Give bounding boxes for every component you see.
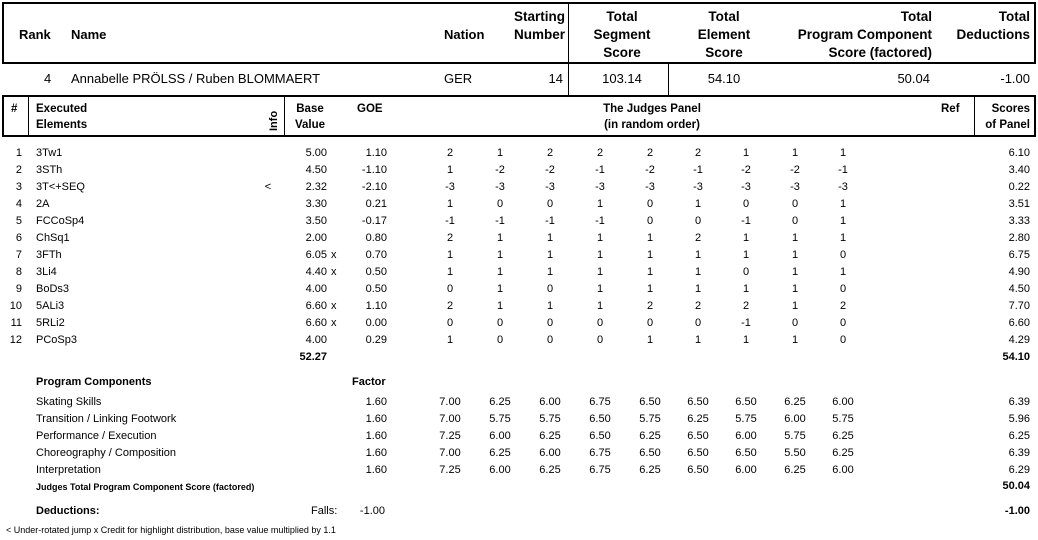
judge-mark: -3 xyxy=(445,181,455,193)
judge-mark: 1 xyxy=(446,266,454,278)
starting-number-header: Starting Number xyxy=(513,9,565,42)
judge-mark: -3 xyxy=(838,181,848,193)
judge-mark: 1 xyxy=(596,283,604,295)
judge-mark: 1 xyxy=(839,198,847,210)
component-judge-mark: 6.25 xyxy=(489,396,511,408)
element-panel-score: 7.70 xyxy=(1008,300,1030,312)
element-code: ChSq1 xyxy=(36,232,70,244)
component-judge-mark: 6.50 xyxy=(639,447,661,459)
pcs-total: 50.04 xyxy=(1002,480,1030,492)
judge-mark: 1 xyxy=(742,249,750,261)
element-bv-credit-mark: x xyxy=(331,249,337,261)
element-code: FCCoSp4 xyxy=(36,215,85,227)
judge-mark: 2 xyxy=(646,147,654,159)
rank-header: Rank xyxy=(19,27,51,42)
judge-mark: -1 xyxy=(595,164,605,176)
element-goe: -0.17 xyxy=(361,215,387,227)
judge-mark: 1 xyxy=(646,266,654,278)
total-deductions-header: Total Deductions xyxy=(956,9,1030,42)
component-judge-mark: 6.50 xyxy=(735,447,757,459)
judge-mark: 1 xyxy=(839,215,847,227)
component-judge-mark: 5.75 xyxy=(539,413,561,425)
judge-mark: 0 xyxy=(839,283,847,295)
element-base-value: 4.40 xyxy=(305,266,327,278)
component-judge-mark: 6.00 xyxy=(489,464,511,476)
judge-mark: 0 xyxy=(546,283,554,295)
element-number: 12 xyxy=(9,334,22,346)
judge-mark: -3 xyxy=(693,181,703,193)
element-base-value: 4.00 xyxy=(305,334,327,346)
judge-mark: 1 xyxy=(694,249,702,261)
judge-mark: 0 xyxy=(446,317,454,329)
judge-mark: 2 xyxy=(446,147,454,159)
component-judge-mark: 7.00 xyxy=(439,413,461,425)
element-goe: -2.10 xyxy=(361,181,387,193)
element-code: 3FTh xyxy=(36,249,62,261)
judge-mark: 0 xyxy=(839,317,847,329)
judge-mark: 1 xyxy=(791,334,799,346)
component-judge-mark: 5.75 xyxy=(735,413,757,425)
element-goe: 0.50 xyxy=(365,266,387,278)
component-judge-mark: 6.00 xyxy=(735,430,757,442)
judge-mark: -2 xyxy=(495,164,505,176)
judge-mark: 0 xyxy=(446,283,454,295)
judge-mark: -1 xyxy=(693,164,703,176)
judge-mark: 2 xyxy=(596,147,604,159)
total-pcs-header: Total Program Component Score (factored) xyxy=(797,9,932,60)
element-panel-score: 6.10 xyxy=(1008,147,1030,159)
judge-mark: 1 xyxy=(446,334,454,346)
judge-mark: -1 xyxy=(595,215,605,227)
component-judge-mark: 5.75 xyxy=(489,413,511,425)
skater-total-element-score: 54.10 xyxy=(707,71,741,86)
component-judge-mark: 6.50 xyxy=(687,396,709,408)
judge-mark: 0 xyxy=(496,317,504,329)
component-score: 6.29 xyxy=(1008,464,1030,476)
judge-mark: 1 xyxy=(546,300,554,312)
component-judge-mark: 6.75 xyxy=(589,447,611,459)
skater-total-pcs: 50.04 xyxy=(897,71,930,86)
component-judge-mark: 6.25 xyxy=(489,447,511,459)
component-judge-mark: 5.50 xyxy=(784,447,806,459)
component-judge-mark: 6.25 xyxy=(639,464,661,476)
skater-name: Annabelle PRÖLSS / Ruben BLOMMAERT xyxy=(71,71,321,86)
judge-mark: 1 xyxy=(446,249,454,261)
judge-mark: 1 xyxy=(446,164,454,176)
judge-mark: 2 xyxy=(546,147,554,159)
judge-mark: 1 xyxy=(596,249,604,261)
component-judge-mark: 6.00 xyxy=(539,447,561,459)
judge-mark: 1 xyxy=(694,198,702,210)
element-panel-score: 3.40 xyxy=(1008,164,1030,176)
judge-mark: 0 xyxy=(791,198,799,210)
component-factor: 1.60 xyxy=(365,413,387,425)
element-panel-score: 3.51 xyxy=(1008,198,1030,210)
elements-header-box xyxy=(2,95,1036,137)
base-value-total: 52.27 xyxy=(299,351,327,363)
judge-mark: 1 xyxy=(496,147,504,159)
component-judge-mark: 6.50 xyxy=(687,447,709,459)
ref-header: Ref xyxy=(941,103,960,115)
judge-mark: -1 xyxy=(445,215,455,227)
element-base-value: 2.32 xyxy=(305,181,327,193)
total-segment-score-header: Total Segment Score xyxy=(593,9,651,60)
program-components-title: Program Components xyxy=(36,376,152,388)
component-judge-mark: 6.50 xyxy=(687,430,709,442)
judge-mark: 1 xyxy=(742,147,750,159)
judge-mark: 1 xyxy=(546,232,554,244)
judge-mark: 1 xyxy=(496,283,504,295)
element-code: 2A xyxy=(36,198,50,210)
element-number: 11 xyxy=(10,317,22,329)
element-base-value: 6.60 xyxy=(305,317,327,329)
element-number: 9 xyxy=(15,283,22,295)
judge-mark: -1 xyxy=(545,215,555,227)
judge-mark: -3 xyxy=(495,181,505,193)
element-code: 3Tw1 xyxy=(36,147,63,159)
component-judge-mark: 7.00 xyxy=(439,396,461,408)
component-judge-mark: 5.75 xyxy=(639,413,661,425)
component-score: 6.39 xyxy=(1008,447,1030,459)
component-judge-mark: 6.25 xyxy=(539,430,561,442)
element-code: 3STh xyxy=(36,164,63,176)
judge-mark: 2 xyxy=(694,232,702,244)
component-judge-mark: 6.50 xyxy=(639,396,661,408)
component-name: Interpretation xyxy=(36,464,101,476)
element-panel-score: 4.90 xyxy=(1008,266,1030,278)
judge-mark: 0 xyxy=(791,215,799,227)
judge-mark: -1 xyxy=(838,164,848,176)
element-panel-score: 3.33 xyxy=(1008,215,1030,227)
element-goe: 0.80 xyxy=(365,232,387,244)
component-judge-mark: 6.00 xyxy=(784,413,806,425)
element-base-value: 2.00 xyxy=(305,232,327,244)
element-code: 3T<+SEQ xyxy=(36,181,85,193)
judge-mark: 0 xyxy=(742,266,750,278)
component-judge-mark: 6.25 xyxy=(687,413,709,425)
element-base-value: 6.05 xyxy=(305,249,327,261)
component-judge-mark: 7.00 xyxy=(439,447,461,459)
element-number: 4 xyxy=(15,198,22,210)
element-number: 2 xyxy=(15,164,22,176)
judge-mark: 1 xyxy=(496,232,504,244)
divider xyxy=(568,2,569,95)
legend: < Under-rotated jump x Credit for highlight distribution, base value multiplied by 1.1 xyxy=(6,525,336,535)
deductions-total: -1.00 xyxy=(1004,505,1030,517)
component-judge-mark: 6.75 xyxy=(589,396,611,408)
judges-panel-header: The Judges Panel (in random order) xyxy=(603,103,701,131)
element-code: 3Li4 xyxy=(36,266,57,278)
component-judge-mark: 6.25 xyxy=(639,430,661,442)
judge-mark: 1 xyxy=(446,198,454,210)
element-panel-score: 4.29 xyxy=(1008,334,1030,346)
element-number: 3 xyxy=(15,181,22,193)
scores-of-panel-header: Scores of Panel xyxy=(985,103,1030,131)
nation-header: Nation xyxy=(444,27,485,42)
judge-mark: 1 xyxy=(596,300,604,312)
judge-mark: -3 xyxy=(645,181,655,193)
judge-mark: 0 xyxy=(646,317,654,329)
judge-mark: -2 xyxy=(790,164,800,176)
judge-mark: -1 xyxy=(741,215,751,227)
falls-value: -1.00 xyxy=(359,505,385,517)
judge-mark: 2 xyxy=(446,232,454,244)
component-judge-mark: 7.25 xyxy=(439,464,461,476)
judge-mark: 1 xyxy=(646,334,654,346)
judge-mark: 2 xyxy=(839,300,847,312)
component-factor: 1.60 xyxy=(365,447,387,459)
judge-mark: 1 xyxy=(546,249,554,261)
element-goe: 0.21 xyxy=(365,198,387,210)
component-factor: 1.60 xyxy=(365,396,387,408)
judge-mark: -3 xyxy=(595,181,605,193)
component-judge-mark: 6.50 xyxy=(735,396,757,408)
component-judge-mark: 6.25 xyxy=(832,430,854,442)
element-bv-credit-mark: x xyxy=(331,300,337,312)
judge-mark: 0 xyxy=(839,249,847,261)
divider xyxy=(284,95,285,137)
component-name: Choreography / Composition xyxy=(36,447,177,459)
info-header: Info xyxy=(268,110,280,131)
judge-mark: 1 xyxy=(791,232,799,244)
element-goe: 1.10 xyxy=(365,147,387,159)
element-number: 7 xyxy=(15,249,22,261)
skater-starting-number: 14 xyxy=(548,71,563,86)
element-base-value: 3.50 xyxy=(305,215,327,227)
component-judge-mark: 6.25 xyxy=(539,464,561,476)
judge-mark: 0 xyxy=(596,317,604,329)
element-goe: 0.29 xyxy=(365,334,387,346)
judge-mark: 2 xyxy=(742,300,750,312)
judge-mark: -1 xyxy=(495,215,505,227)
element-goe: 0.50 xyxy=(365,283,387,295)
element-number: 5 xyxy=(15,215,22,227)
element-panel-score: 2.80 xyxy=(1008,232,1030,244)
judge-mark: 0 xyxy=(791,317,799,329)
judge-mark: -3 xyxy=(545,181,555,193)
judge-mark: 0 xyxy=(694,215,702,227)
falls-label: Falls: xyxy=(311,505,338,517)
executed-elements-header: Executed Elements xyxy=(36,103,88,131)
judge-mark: -2 xyxy=(741,164,751,176)
element-goe: 0.00 xyxy=(365,317,387,329)
element-panel-score: 6.60 xyxy=(1008,317,1030,329)
component-judge-mark: 5.75 xyxy=(832,413,854,425)
element-number: 8 xyxy=(15,266,22,278)
component-judge-mark: 6.50 xyxy=(589,430,611,442)
component-judge-mark: 5.75 xyxy=(784,430,806,442)
element-base-value: 4.00 xyxy=(305,283,327,295)
component-name: Skating Skills xyxy=(36,396,102,408)
judge-mark: 1 xyxy=(496,266,504,278)
judge-mark: 1 xyxy=(742,283,750,295)
judge-mark: 0 xyxy=(742,198,750,210)
judge-mark: 1 xyxy=(839,266,847,278)
element-goe: -1.10 xyxy=(361,164,387,176)
element-bv-credit-mark: x xyxy=(331,317,337,329)
judge-mark: 1 xyxy=(496,249,504,261)
judge-mark: 1 xyxy=(596,266,604,278)
component-judge-mark: 6.75 xyxy=(589,464,611,476)
element-panel-score: 4.50 xyxy=(1008,283,1030,295)
element-code: BoDs3 xyxy=(36,283,70,295)
judge-mark: -2 xyxy=(545,164,555,176)
skater-nation: GER xyxy=(444,71,473,86)
judge-mark: 2 xyxy=(694,300,702,312)
element-code: PCoSp3 xyxy=(36,334,77,346)
component-judge-mark: 6.00 xyxy=(832,396,854,408)
judge-mark: 1 xyxy=(694,334,702,346)
judge-mark: 1 xyxy=(596,198,604,210)
judge-mark: 1 xyxy=(791,283,799,295)
component-judge-mark: 6.00 xyxy=(539,396,561,408)
component-factor: 1.60 xyxy=(365,430,387,442)
element-number: 6 xyxy=(15,232,22,244)
name-header: Name xyxy=(71,27,107,42)
judge-mark: 0 xyxy=(496,198,504,210)
factor-header: Factor xyxy=(352,376,386,388)
element-info: < xyxy=(264,181,272,193)
judge-mark: 1 xyxy=(646,283,654,295)
judge-mark: 0 xyxy=(546,334,554,346)
component-name: Transition / Linking Footwork xyxy=(36,413,177,425)
component-judge-mark: 6.00 xyxy=(735,464,757,476)
component-score: 5.96 xyxy=(1008,413,1030,425)
elements-total: 54.10 xyxy=(1002,351,1030,363)
component-judge-mark: 6.00 xyxy=(489,430,511,442)
judge-mark: 0 xyxy=(546,317,554,329)
judge-mark: 1 xyxy=(546,266,554,278)
judge-mark: 0 xyxy=(839,334,847,346)
component-judge-mark: 6.50 xyxy=(589,413,611,425)
divider xyxy=(28,95,29,137)
element-base-value: 3.30 xyxy=(305,198,327,210)
judge-mark: 2 xyxy=(694,147,702,159)
element-base-value: 4.50 xyxy=(305,164,327,176)
pcs-total-label: Judges Total Program Component Score (factored) xyxy=(36,482,255,492)
judge-mark: 0 xyxy=(646,198,654,210)
component-score: 6.25 xyxy=(1008,430,1030,442)
component-judge-mark: 6.00 xyxy=(832,464,854,476)
judge-mark: -1 xyxy=(741,317,751,329)
goe-header: GOE xyxy=(357,103,383,115)
judge-mark: 1 xyxy=(839,147,847,159)
judge-mark: 1 xyxy=(646,232,654,244)
judge-mark: 1 xyxy=(742,232,750,244)
total-element-score-header: Total Element Score xyxy=(697,9,751,60)
deductions-label: Deductions: xyxy=(36,505,100,517)
component-judge-mark: 6.50 xyxy=(687,464,709,476)
skater-total-deductions: -1.00 xyxy=(1000,71,1030,86)
component-score: 6.39 xyxy=(1008,396,1030,408)
skater-rank: 4 xyxy=(44,71,52,86)
component-factor: 1.60 xyxy=(365,464,387,476)
judge-mark: 2 xyxy=(446,300,454,312)
component-judge-mark: 6.25 xyxy=(784,396,806,408)
judge-mark: 0 xyxy=(596,334,604,346)
component-judge-mark: 6.25 xyxy=(832,447,854,459)
judge-mark: 1 xyxy=(646,249,654,261)
element-number: 1 xyxy=(15,147,22,159)
element-code: 5ALi3 xyxy=(36,300,65,312)
judge-mark: 1 xyxy=(496,300,504,312)
judge-mark: 1 xyxy=(791,300,799,312)
judge-mark: 0 xyxy=(546,198,554,210)
element-panel-score: 6.75 xyxy=(1008,249,1030,261)
judge-mark: -3 xyxy=(741,181,751,193)
judge-mark: 1 xyxy=(791,147,799,159)
judge-mark: 0 xyxy=(496,334,504,346)
element-bv-credit-mark: x xyxy=(331,266,337,278)
num-header: # xyxy=(11,103,18,115)
judge-mark: 1 xyxy=(791,249,799,261)
component-name: Performance / Execution xyxy=(36,430,157,442)
element-number: 10 xyxy=(9,300,22,312)
divider xyxy=(668,64,669,95)
base-value-header: Base Value xyxy=(294,103,326,131)
element-panel-score: 0.22 xyxy=(1008,181,1030,193)
component-judge-mark: 7.25 xyxy=(439,430,461,442)
judge-mark: 2 xyxy=(646,300,654,312)
judge-mark: 1 xyxy=(839,232,847,244)
judge-mark: 0 xyxy=(646,215,654,227)
divider xyxy=(974,95,975,137)
judge-mark: 1 xyxy=(596,232,604,244)
skater-total-segment-score: 103.14 xyxy=(602,71,642,86)
judge-mark: 0 xyxy=(694,317,702,329)
judge-mark: -2 xyxy=(645,164,655,176)
judge-mark: 1 xyxy=(791,266,799,278)
element-base-value: 6.60 xyxy=(305,300,327,312)
element-code: 5RLi2 xyxy=(36,317,65,329)
judge-mark: -3 xyxy=(790,181,800,193)
element-goe: 1.10 xyxy=(365,300,387,312)
judge-mark: 1 xyxy=(694,266,702,278)
component-judge-mark: 6.25 xyxy=(784,464,806,476)
judge-mark: 1 xyxy=(694,283,702,295)
element-base-value: 5.00 xyxy=(305,147,327,159)
judge-mark: 1 xyxy=(742,334,750,346)
element-goe: 0.70 xyxy=(365,249,387,261)
